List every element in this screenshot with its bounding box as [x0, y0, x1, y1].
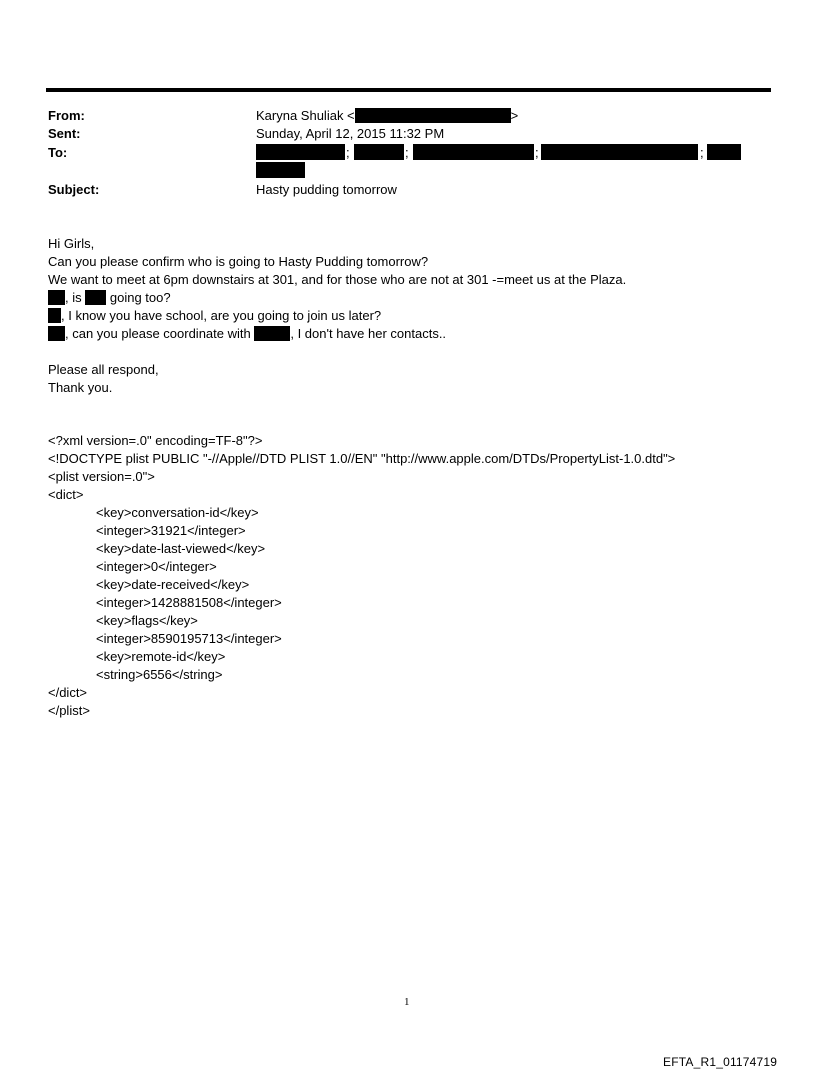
- to-separator: ;: [700, 145, 704, 160]
- from-value: [256, 108, 518, 124]
- subject-label: Subject:: [48, 182, 100, 197]
- redacted-recipient: [256, 162, 305, 178]
- body-line: [48, 307, 381, 325]
- xml-line: <string>6556</string>: [96, 667, 223, 682]
- sent-value: Sunday, April 12, 2015 11:32 PM: [256, 126, 445, 141]
- xml-line: <key>flags</key>: [96, 613, 198, 628]
- from-label: From:: [48, 108, 85, 123]
- redacted-email: [355, 108, 511, 123]
- xml-line: <integer>1428881508</integer>: [96, 595, 282, 610]
- xml-line: <key>remote-id</key>: [96, 649, 226, 664]
- greeting: Hi Girls,: [48, 236, 95, 251]
- redacted-name: [48, 326, 65, 341]
- closing-line: Thank you.: [48, 380, 113, 395]
- xml-line: </dict>: [48, 685, 88, 700]
- closing-line: Please all respond,: [48, 362, 159, 377]
- subject-value: Hasty pudding tomorrow: [256, 182, 397, 197]
- body-line: [48, 325, 446, 343]
- body-line: [48, 289, 171, 307]
- xml-line: <dict>: [48, 487, 84, 502]
- body-line: Can you please confirm who is going to Hasty Pudding tomorrow?: [48, 254, 429, 269]
- body-fragment: , I know you have school, are you going to join us later?: [61, 308, 382, 323]
- from-close: >: [510, 108, 519, 123]
- document-id: EFTA_R1_01174719: [663, 1055, 778, 1069]
- xml-line: <plist version=.0">: [48, 469, 155, 484]
- body-fragment: going too?: [106, 290, 171, 305]
- xml-line: <!DOCTYPE plist PUBLIC "-//Apple//DTD PLIST 1.0//EN" "http://www.apple.com/DTDs/PropertyList-1.0.dtd">: [48, 451, 676, 466]
- redacted-name: [48, 290, 65, 305]
- xml-line: <integer>0</integer>: [96, 559, 217, 574]
- redacted-name: [254, 326, 290, 341]
- body-fragment: , is: [65, 290, 82, 305]
- body-line: We want to meet at 6pm downstairs at 301, and for those who are not at 301 -=meet us at the Plaza.: [48, 272, 627, 287]
- body-fragment: , I don't have her contacts..: [290, 326, 447, 341]
- xml-line: <?xml version=.0" encoding=TF-8"?>: [48, 433, 263, 448]
- redacted-recipient: [413, 144, 534, 160]
- redacted-recipient: [256, 144, 345, 160]
- body-fragment: , can you please coordinate with: [65, 326, 251, 341]
- redacted-name: [85, 290, 106, 305]
- sent-label: Sent:: [48, 126, 81, 141]
- xml-line: <integer>8590195713</integer>: [96, 631, 282, 646]
- xml-line: <key>conversation-id</key>: [96, 505, 259, 520]
- header-rule: [46, 88, 771, 92]
- redacted-recipient: [354, 144, 404, 160]
- redacted-name: [48, 308, 61, 323]
- xml-line: <integer>31921</integer>: [96, 523, 246, 538]
- xml-line: <key>date-last-viewed</key>: [96, 541, 266, 556]
- xml-line: </plist>: [48, 703, 90, 718]
- page-number: 1: [404, 996, 410, 1008]
- from-name: Karyna Shuliak <: [256, 108, 355, 123]
- to-separator: ;: [346, 145, 350, 160]
- redacted-recipient: [541, 144, 698, 160]
- redacted-recipient: [707, 144, 741, 160]
- to-separator: ;: [405, 145, 409, 160]
- xml-line: <key>date-received</key>: [96, 577, 250, 592]
- to-separator: ;: [535, 145, 539, 160]
- to-label: To:: [48, 145, 68, 160]
